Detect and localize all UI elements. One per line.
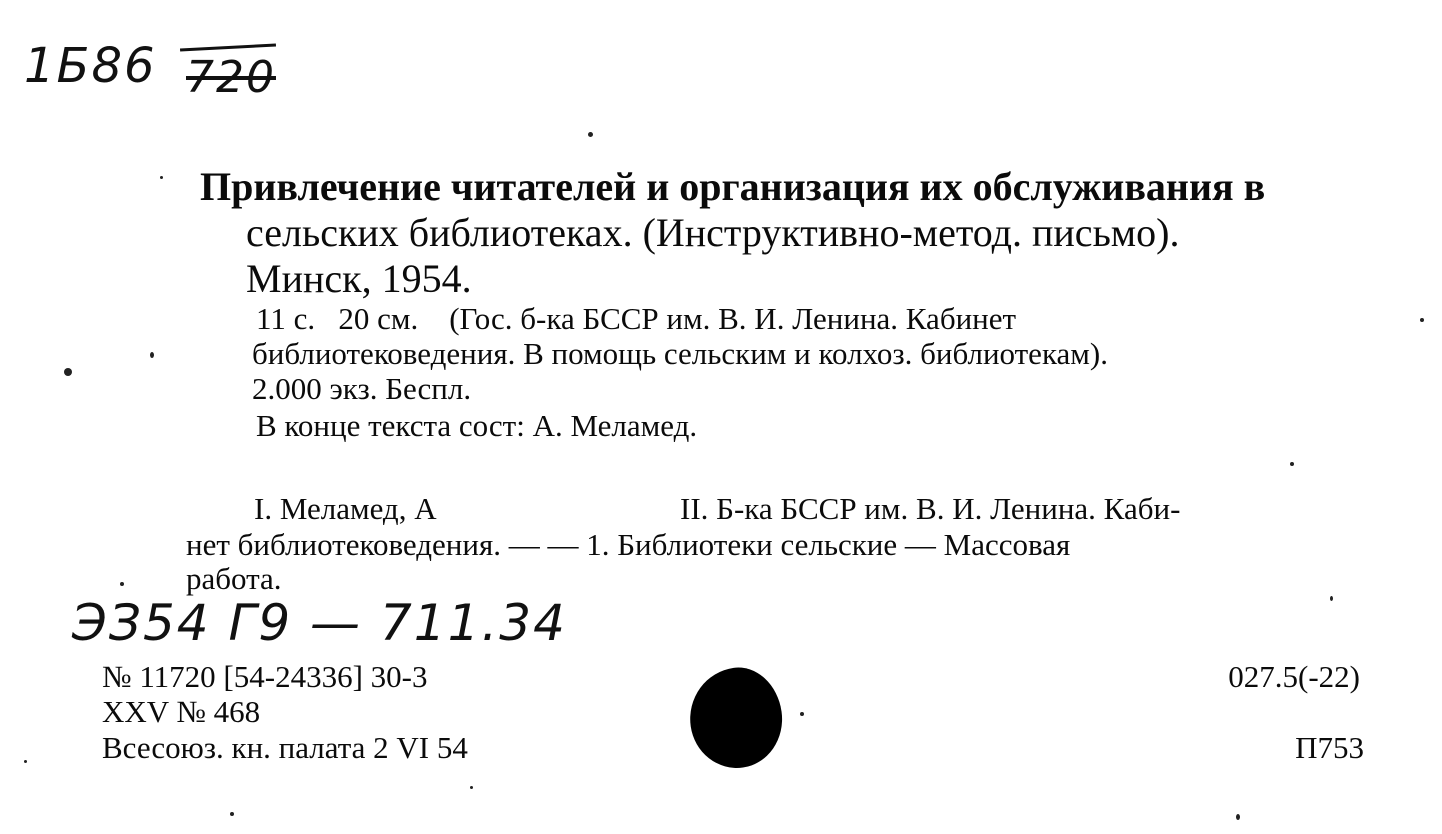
description-line-4: В конце текста сост: А. Меламед. xyxy=(256,408,698,443)
handwritten-shelf-fraction: 720 xyxy=(186,52,276,103)
book-chamber: Всесоюз. кн. палата 2 VI 54 xyxy=(102,730,468,765)
record-number: № 11720 [54-24336] 30-3 xyxy=(102,659,428,694)
speck xyxy=(470,786,473,789)
ink-blot xyxy=(683,662,788,774)
speck xyxy=(800,712,804,716)
card-code: П753 xyxy=(1295,730,1364,765)
speck xyxy=(24,760,27,763)
tracing-2: II. Б-ка БССР им. В. И. Ленина. Каби- xyxy=(680,491,1181,526)
description-line-2: библиотековедения. В помощь сельским и колхоз. библиотекам). xyxy=(252,336,1108,371)
speck xyxy=(120,582,124,586)
speck xyxy=(1330,596,1333,601)
speck xyxy=(1290,462,1294,466)
speck xyxy=(230,812,234,816)
handwritten-classification: ЭЗ54 Г9 — 711.34 xyxy=(72,594,567,652)
handwritten-shelf-mark: 1Б86 xyxy=(24,38,157,94)
title-line-1: Привлечение читателей и организация их обслуживания в xyxy=(200,164,1266,209)
title-line-3: Минск, 1954. xyxy=(246,256,472,301)
speck xyxy=(160,176,163,179)
speck xyxy=(64,368,72,376)
description-line-1: 11 с. 20 см. (Гос. б-ка БССР им. В. И. Ленина. Кабинет xyxy=(256,301,1017,336)
speck xyxy=(1420,318,1424,322)
fraction-line xyxy=(180,43,276,51)
tracing-line-2: нет библиотековедения. — — 1. Библиотеки сельские — Массовая xyxy=(186,527,1071,562)
speck xyxy=(1236,814,1240,820)
tracing-1: I. Меламед, А xyxy=(254,491,437,526)
udc-code: 027.5(-22) xyxy=(1228,659,1360,694)
speck xyxy=(588,132,593,137)
tracing-line-3: работа. xyxy=(186,561,282,596)
series-number: XXV № 468 xyxy=(102,694,261,729)
description-line-3: 2.000 экз. Беспл. xyxy=(252,371,472,406)
title-line-2: сельских библиотеках. (Инструктивно-метод. письмо). xyxy=(246,210,1180,255)
speck xyxy=(150,352,154,358)
